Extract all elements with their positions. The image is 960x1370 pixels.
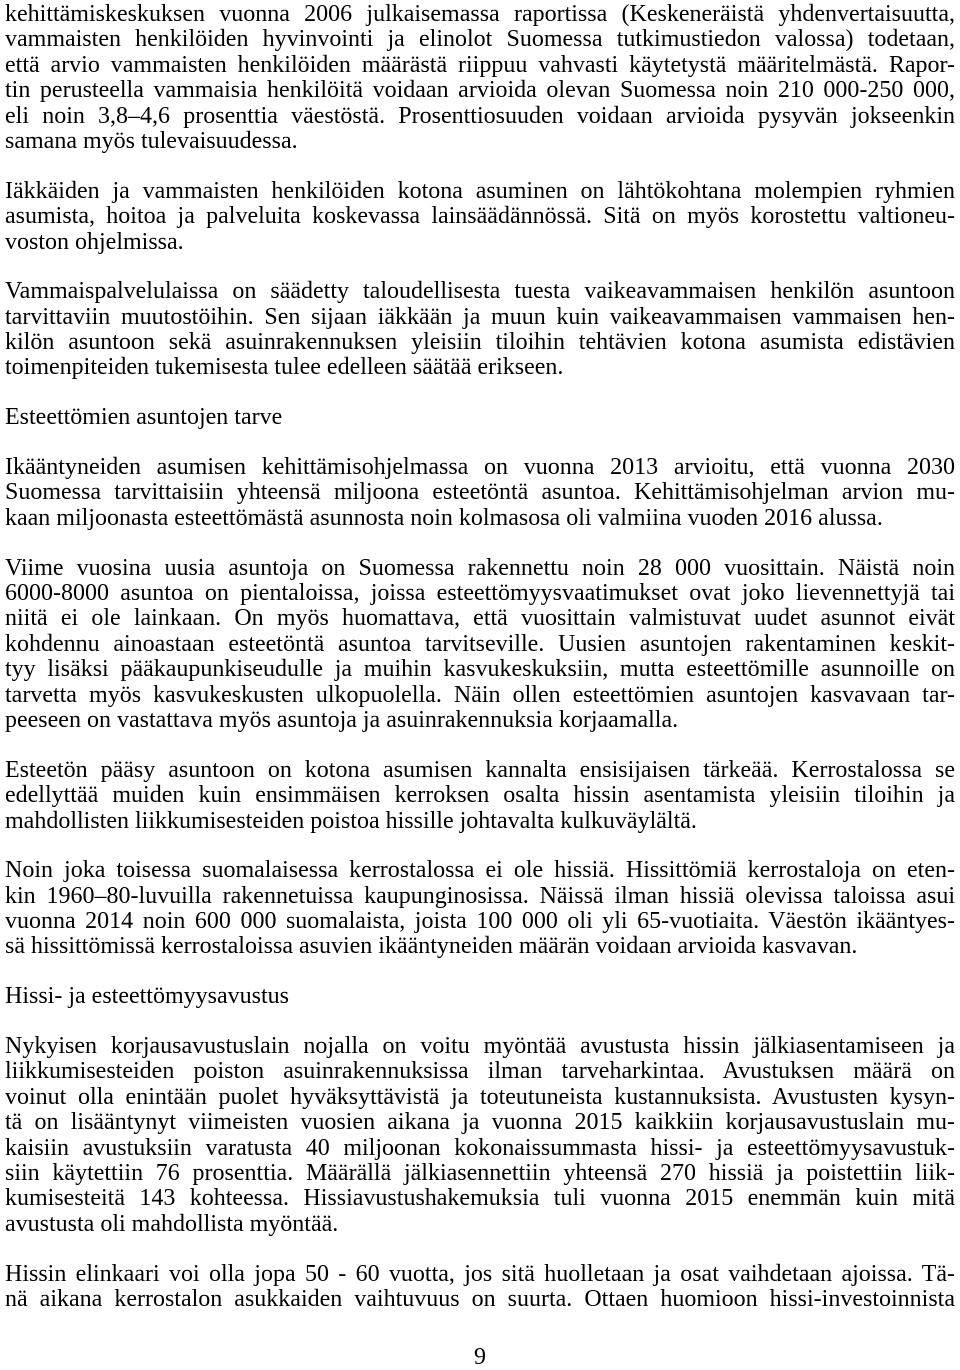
text-line: 6000-8000 asuntoa on pientaloissa, joissa esteettömyysvaatimukset ovat joko lievennettyjä tai xyxy=(5,580,955,606)
text-line: tarvittaviin muutostöihin. Sen sijaan iäkkään ja muun kuin vaikeavammaisen vammaisen hen- xyxy=(5,304,955,330)
paragraph xyxy=(5,1262,955,1313)
text-line: toimenpiteiden tukemisesta tulee edelleen säätää erikseen. xyxy=(5,355,564,381)
text-line: Viime vuosina uusia asuntoja on Suomessa rakennettu noin 28 000 vuosittain. Näistä noin xyxy=(5,555,955,581)
text-line: vuonna 2014 noin 600 000 suomalaista, joista 100 000 oli yli 65-vuotiaita. Väestön ikääntyes- xyxy=(5,909,955,935)
text-line: Nykyisen korjausavustuslain nojalla on voitu myöntää avustusta hissin jälkiasentamiseen ja xyxy=(5,1034,955,1060)
text-line: kaan miljoonasta esteettömästä asunnosta noin kolmasosa oli valmiina vuoden 2016 alussa. xyxy=(5,505,883,531)
paragraph xyxy=(5,858,955,960)
paragraph xyxy=(5,556,955,734)
text-line: nä aikana kerrostalon asukkaiden vaihtuvuus on suurta. Ottaen huomioon hissi-investoinnista xyxy=(5,1286,955,1312)
paragraph xyxy=(5,2,955,154)
paragraph xyxy=(5,279,955,381)
paragraph xyxy=(5,455,955,531)
text-line: Ikääntyneiden asumisen kehittämisohjelmassa on vuonna 2013 arvioitu, että vuonna 2030 xyxy=(5,455,955,481)
text-line: vammaisten henkilöiden hyvinvointi ja elinolot Suomessa tutkimustiedon valossa) todetaan, xyxy=(5,27,955,53)
heading-text: Hissi- ja esteettömyysavustus xyxy=(5,984,289,1010)
text-line: Vammaispalvelulaissa on säädetty taloudellisesta tuesta vaikeavammaisen henkilön asuntoon xyxy=(5,279,955,305)
text-line: Noin joka toisessa suomalaisessa kerrostalossa ei ole hissiä. Hissittömiä kerrostaloja on eten- xyxy=(5,858,955,884)
text-line: kin 1960–80-luvuilla rakennetuissa kaupunginosissa. Näissä ilman hissiä olevissa taloissa asui xyxy=(5,883,955,909)
text-line: kaisiin avustuksiin varatusta 40 miljoonan kokonaissummasta hissi- ja esteettömyysavustuk- xyxy=(5,1135,955,1161)
text-line: mahdollisten liikkumisesteiden poistoa hissille johtavalta kulkuväylältä. xyxy=(5,808,697,834)
text-line: kumisesteitä 143 kohteessa. Hissiavustushakemuksia tuli vuonna 2015 enemmän kuin mitä xyxy=(5,1186,955,1212)
document-body xyxy=(5,2,955,1312)
paragraph xyxy=(5,758,955,834)
text-line: avustusta oli mahdollista myöntää. xyxy=(5,1211,339,1237)
text-line: tin perusteella vammaisia henkilöitä voidaan arvioida olevan Suomessa noin 210 000-250 000, xyxy=(5,78,955,104)
text-line: että arvio vammaisten henkilöiden määrästä riippuu vahvasti käytetystä määritelmästä. Rapor- xyxy=(5,52,955,78)
text-line: tyy lisäksi pääkaupunkiseudulle ja muihin kasvukeskuksiin, mutta esteettömille asunnoille on xyxy=(5,657,955,683)
text-line: kilön asuntoon sekä asuinrakennuksen yleisiin tiloihin tehtävien kotona asumista edistävien xyxy=(5,330,955,356)
text-line: tarvetta myös kasvukeskusten ulkopuolella. Näin ollen esteettömien asuntojen kasvavaan tar- xyxy=(5,682,955,708)
text-line: asumista, hoitoa ja palveluita koskevassa lainsäädännössä. Sitä on myös korostettu valtioneu- xyxy=(5,204,955,230)
text-line: niitä ei ole lainkaan. On myös huomattava, että vuosittain valmistuvat uudet asunnot eivät xyxy=(5,606,955,632)
text-line: liikkumisesteiden poiston asuinrakennuksissa ilman tarveharkintaa. Avustuksen määrä on xyxy=(5,1059,955,1085)
text-line: voston ohjelmissa. xyxy=(5,229,184,255)
page-number: 9 xyxy=(474,1344,486,1370)
text-line: peeseen on vastattava myös asuntoja ja asuinrakennuksia korjaamalla. xyxy=(5,707,679,733)
text-line: edellyttää muiden kuin ensimmäisen kerroksen osalta hissin asentamista yleisiin tiloihin ja xyxy=(5,783,955,809)
text-line: kohdennu ainoastaan esteetöntä asuntoa tarvitseville. Uusien asuntojen rakentaminen keskit- xyxy=(5,631,955,657)
section-heading xyxy=(5,984,955,1009)
heading-text: Esteettömien asuntojen tarve xyxy=(5,405,283,431)
text-line: Suomessa tarvittaisiin yhteensä miljoona esteetöntä asuntoa. Kehittämisohjelman arvion mu- xyxy=(5,480,955,506)
text-line: eli noin 3,8–4,6 prosenttia väestöstä. Prosenttiosuuden voidaan arvioida pysyvän jokseenkin xyxy=(5,103,955,129)
paragraph xyxy=(5,1034,955,1237)
text-line: kehittämiskeskuksen vuonna 2006 julkaisemassa raportissa (Keskeneräistä yhdenvertaisuutta, xyxy=(5,2,955,27)
text-line: tä on lisääntynyt viimeisten vuosien aikana ja vuonna 2015 kaikkiin korjausavustuslain mu- xyxy=(5,1110,955,1136)
text-line: voinut olla enintään puolet hyväksyttävistä ja toteutuneista kustannuksista. Avustusten kysyn- xyxy=(5,1084,955,1110)
text-line: Esteetön pääsy asuntoon on kotona asumisen kannalta ensisijaisen tärkeää. Kerrostalossa se xyxy=(5,757,955,783)
text-line: sä hissittömissä kerrostaloissa asuvien ikääntyneiden määrän voidaan arvioida kasvavan. xyxy=(5,934,858,960)
paragraph xyxy=(5,179,955,255)
text-line: Hissin elinkaari voi olla jopa 50 - 60 vuotta, jos sitä huolletaan ja osat vaihdetaan ajoissa. Tä- xyxy=(5,1261,955,1287)
text-line: Iäkkäiden ja vammaisten henkilöiden kotona asuminen on lähtökohtana molempien ryhmien xyxy=(5,178,955,204)
section-heading xyxy=(5,405,955,430)
text-line: samana myös tulevaisuudessa. xyxy=(5,128,298,154)
text-line: siin käytettiin 76 prosenttia. Määrällä jälkiasennettiin yhteensä 270 hissiä ja poistettiin liik- xyxy=(5,1160,955,1186)
